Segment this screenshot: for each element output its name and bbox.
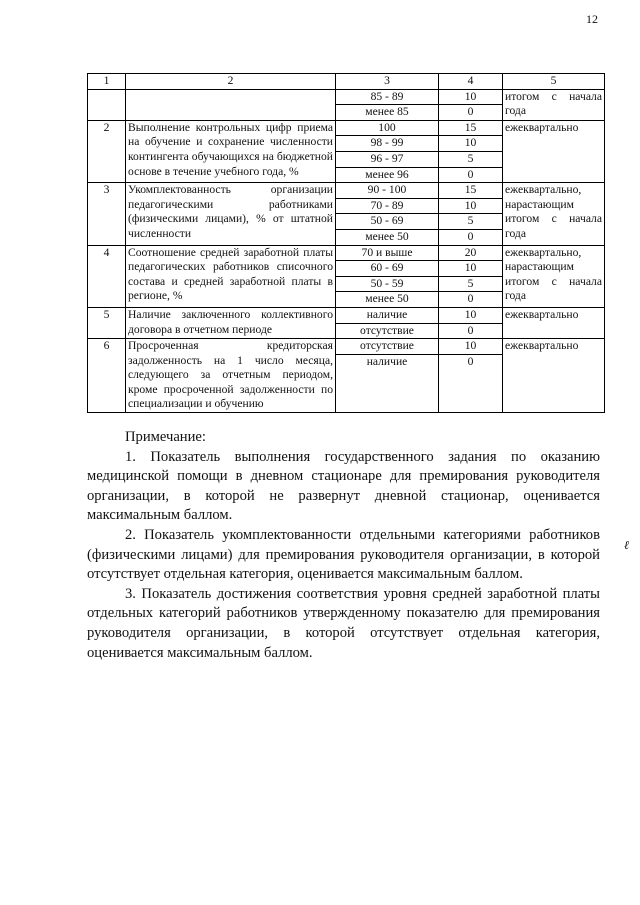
header-cell: 5 xyxy=(503,74,605,90)
number-cell xyxy=(88,89,126,120)
indicator-name-cell: Укомплектованность организации педагогическими работниками (физическими лицами), % от штатной численности xyxy=(126,183,336,245)
points-cell: 5 xyxy=(439,214,503,230)
points-cell: 10 xyxy=(439,136,503,152)
table-row xyxy=(88,183,605,199)
value-cell: 96 - 97 xyxy=(336,151,439,167)
number-cell: 3 xyxy=(88,183,126,245)
period-cell: ежеквартально, нарастающим итогом с начала года xyxy=(503,245,605,307)
period-cell: итогом с начала года xyxy=(503,89,605,120)
number-cell: 5 xyxy=(88,307,126,338)
table-row xyxy=(88,89,605,105)
points-cell: 0 xyxy=(439,105,503,121)
value-cell: 100 xyxy=(336,120,439,136)
value-cell: менее 50 xyxy=(336,229,439,245)
header-cell: 1 xyxy=(88,74,126,90)
notes-title: Примечание: xyxy=(125,429,206,445)
points-cell: 0 xyxy=(439,229,503,245)
table-header-row xyxy=(88,74,605,90)
value-cell: менее 85 xyxy=(336,105,439,121)
indicator-name-cell xyxy=(126,89,336,120)
note-paragraph: 1. Показатель выполнения государственного задания по оказанию медицинской помощи в дневном стационаре для премирования руководителя организации, в которой не развернут дневной стационар, оценивается максимальным баллом. xyxy=(87,448,600,524)
value-cell: наличие xyxy=(336,354,439,412)
points-cell: 15 xyxy=(439,183,503,199)
value-cell: отсутствие xyxy=(336,339,439,355)
period-cell: ежеквартально xyxy=(503,339,605,413)
points-cell: 0 xyxy=(439,292,503,308)
points-cell: 0 xyxy=(439,323,503,339)
value-cell: менее 50 xyxy=(336,292,439,308)
number-cell: 2 xyxy=(88,120,126,182)
indicator-name-cell: Просроченная кредиторская задолженность на 1 число месяца, следующего за отчетным периодом, кроме просроченной задолженности по специализации и обучению xyxy=(126,339,336,413)
points-cell: 5 xyxy=(439,276,503,292)
points-cell: 20 xyxy=(439,245,503,261)
period-cell: ежеквартально xyxy=(503,307,605,338)
points-cell: 10 xyxy=(439,261,503,277)
criteria-table xyxy=(87,73,605,413)
table-row xyxy=(88,120,605,136)
period-cell: ежеквартально, нарастающим итогом с начала года xyxy=(503,183,605,245)
value-cell: 50 - 69 xyxy=(336,214,439,230)
points-cell: 0 xyxy=(439,167,503,183)
value-cell: отсутствие xyxy=(336,323,439,339)
note-paragraph: 2. Показатель укомплектованности отдельными категориями работников (физическими лицами) для премирования руководителя организации, в которой отсутствует отдельная категория, оценивается максимальным баллом. xyxy=(87,526,600,583)
value-cell: 70 и выше xyxy=(336,245,439,261)
points-cell: 5 xyxy=(439,151,503,167)
points-cell: 10 xyxy=(439,339,503,355)
indicator-name-cell: Наличие заключенного коллективного договора в отчетном периоде xyxy=(126,307,336,338)
indicator-name-cell: Соотношение средней заработной платы педагогических работников списочного состава и средней заработной платы в регионе, % xyxy=(126,245,336,307)
period-cell: ежеквартально xyxy=(503,120,605,182)
value-cell: менее 96 xyxy=(336,167,439,183)
indicator-name-cell: Выполнение контрольных цифр приема на обучение и сохранение численности контингента обучающихся на бюджетной основе в течение учебного года, % xyxy=(126,120,336,182)
note-paragraph: 3. Показатель достижения соответствия уровня средней заработной платы отдельных категорий работников утвержденному показателю для премирования руководителя организации, в которой отсутствует отдельная категория, оценивается максимальным баллом. xyxy=(87,585,600,661)
table-row xyxy=(88,307,605,323)
points-cell: 15 xyxy=(439,120,503,136)
points-cell: 10 xyxy=(439,307,503,323)
value-cell: наличие xyxy=(336,307,439,323)
value-cell: 85 - 89 xyxy=(336,89,439,105)
points-cell: 10 xyxy=(439,89,503,105)
header-cell: 3 xyxy=(336,74,439,90)
value-cell: 70 - 89 xyxy=(336,198,439,214)
points-cell: 10 xyxy=(439,198,503,214)
points-cell: 0 xyxy=(439,354,503,412)
value-cell: 90 - 100 xyxy=(336,183,439,199)
header-cell: 4 xyxy=(439,74,503,90)
value-cell: 60 - 69 xyxy=(336,261,439,277)
header-cell: 2 xyxy=(126,74,336,90)
number-cell: 4 xyxy=(88,245,126,307)
value-cell: 98 - 99 xyxy=(336,136,439,152)
number-cell: 6 xyxy=(88,339,126,413)
margin-mark: ℓ xyxy=(624,538,629,552)
page-number: 12 xyxy=(586,12,598,26)
table-row xyxy=(88,339,605,355)
table-row xyxy=(88,245,605,261)
value-cell: 50 - 59 xyxy=(336,276,439,292)
notes-section xyxy=(87,428,600,663)
